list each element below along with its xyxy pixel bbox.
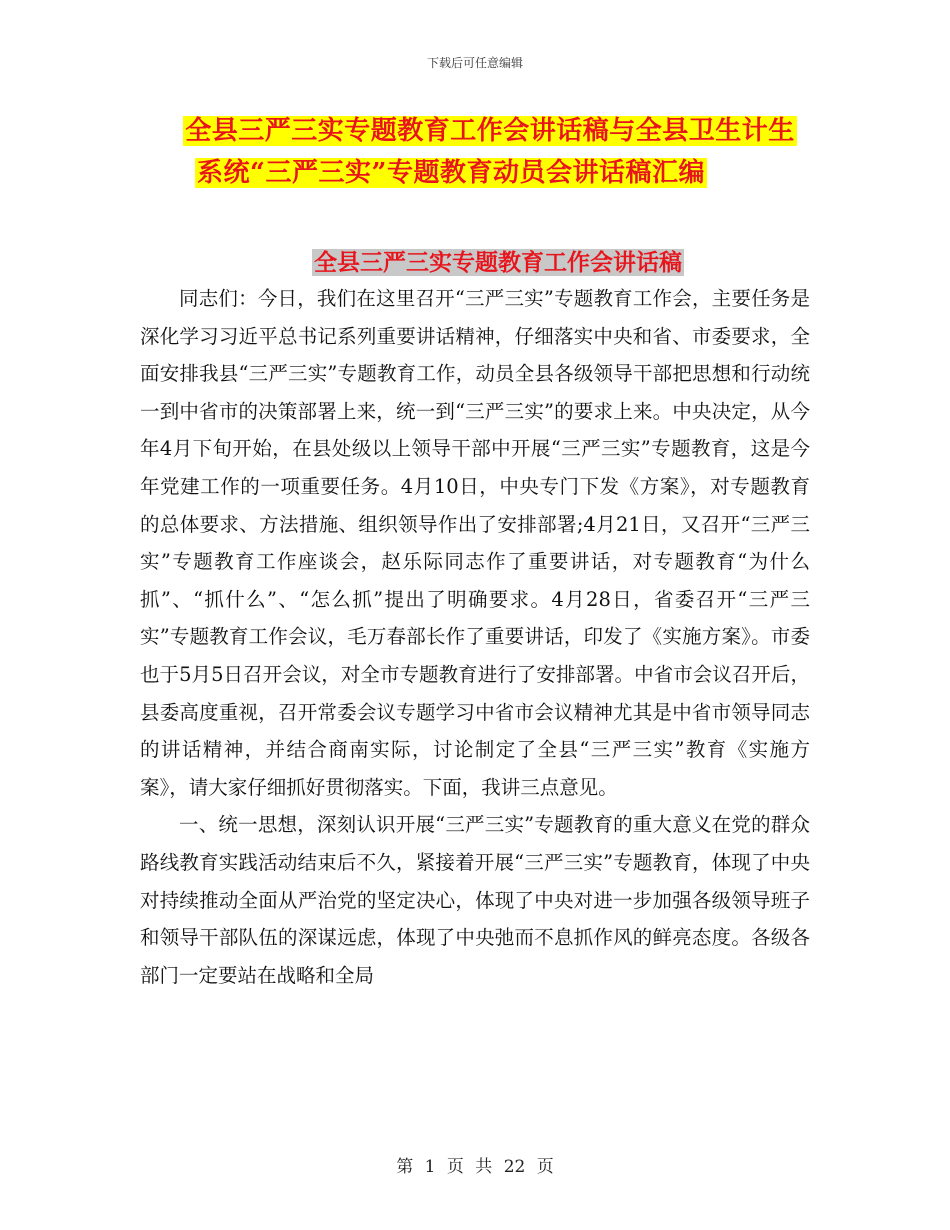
section-title-text: 全县三严三实专题教育工作会讲话稿: [314, 249, 682, 276]
document-body: [140, 280, 810, 994]
main-title-line2-text: 系统“三严三实”专题教育动员会讲话稿汇编: [197, 158, 705, 188]
main-title-line2: [0, 156, 926, 190]
main-title-line1: [0, 114, 950, 148]
paragraph-section-one: 一、统一思想，深刻认识开展“三严三实”专题教育的重大意义在党的群众路线教育实践活动结束后不久，紧接着开展“三严三实”专题教育，体现了中央对持续推动全面从严治党的坚定决心，体现了中央对进一步加强各级领导班子和领导干部队伍的深谋远虑，体现了中央弛而不息抓作风的鲜亮态度。各级各部门一定要站在战略和全局: [140, 813, 810, 987]
paragraph-intro: 同志们：今日，我们在这里召开“三严三实”专题教育工作会，主要任务是深化学习习近平总书记系列重要讲话精神，仔细落实中央和省、市委要求，全面安排我县“三严三实”专题教育工作，动员全县各级领导干部把思想和行动统一到中省市的决策部署上来，统一到“三严三实”的要求上来。中央决定，从今年4月下旬开始，在县处级以上领导干部中开展“三严三实”专题教育，这是今年党建工作的一项重要任务。4月10日，中央专门下发《方案》，对专题教育的总体要求、方法措施、组织领导作出了安排部署;4月21日，又召开“三严三实”专题教育工作座谈会，赵乐际同志作了重要讲话，对专题教育“为什么抓”、“抓什么”、“怎么抓”提出了明确要求。4月28日，省委召开“三严三实”专题教育工作会议，毛万春部长作了重要讲话，印发了《实施方案》。市委也于5月5日召开会议，对全市专题教育进行了安排部署。中省市会议召开后，县委高度重视，召开常委会议专题学习中省市会议精神尤其是中省市领导同志的讲话精神，并结合商南实际，讨论制定了全县“三严三实”教育《实施方案》，请大家仔细抓好贯彻落实。下面，我讲三点意见。: [140, 287, 810, 799]
page-footer: 第 1 页 共 22 页: [396, 1157, 554, 1177]
header-note: 下载后可任意编辑: [426, 56, 523, 70]
main-title-line1-text: 全县三严三实专题教育工作会讲话稿与全县卫生计生: [185, 116, 795, 146]
section-title: [0, 248, 950, 278]
